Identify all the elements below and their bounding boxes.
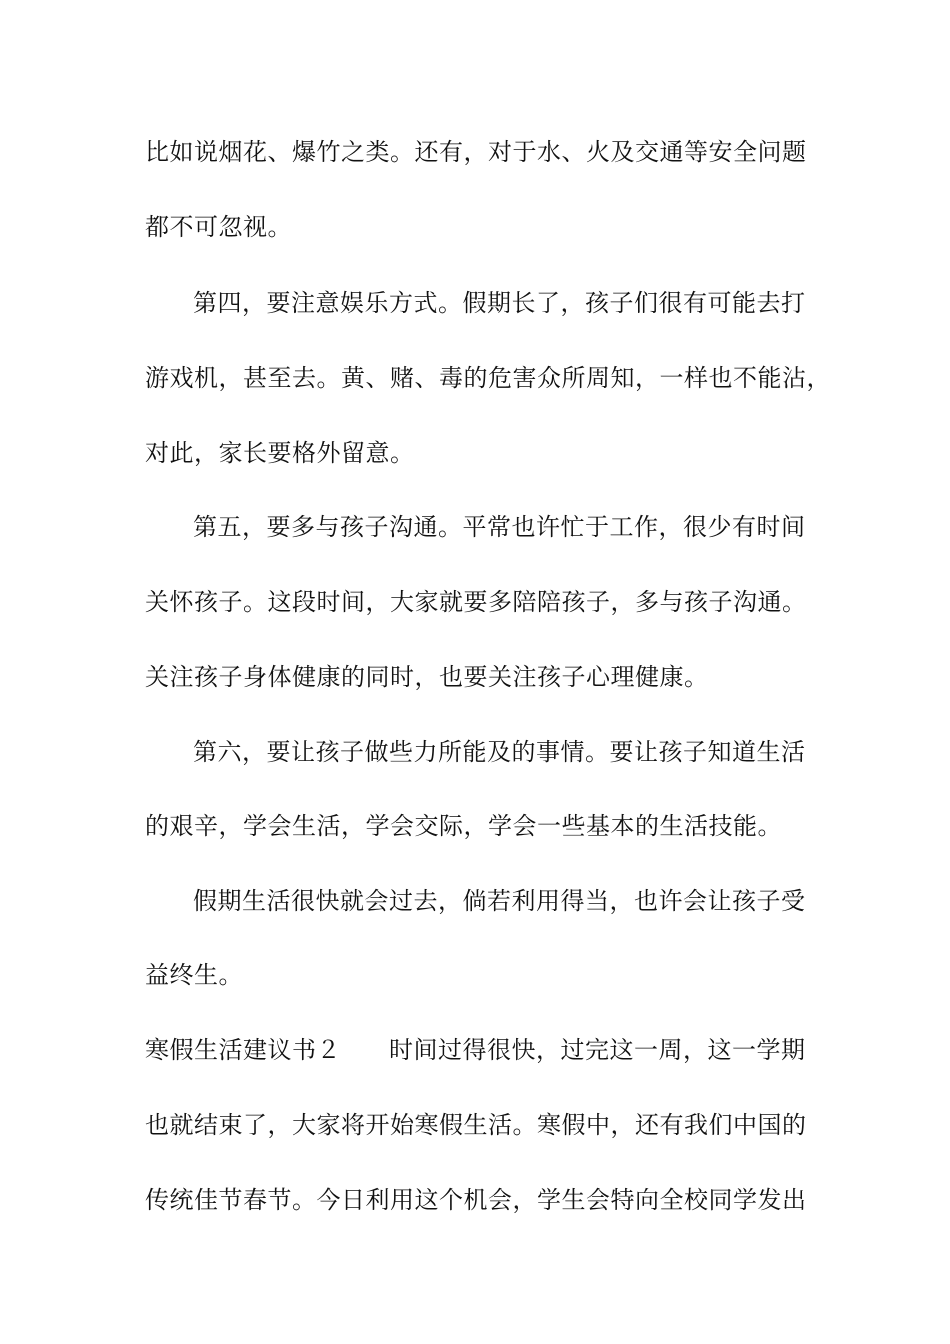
text-line: 都不可忽视。 bbox=[145, 213, 292, 241]
text-line: 的艰辛，学会生活，学会交际，学会一些基本的生活技能。 bbox=[145, 812, 782, 840]
text-line: 益终生。 bbox=[145, 961, 243, 989]
paragraph-first-line: 第四，要注意娱乐方式。假期长了，孩子们很有可能去打 bbox=[193, 289, 806, 317]
text-line: 也就结束了，大家将开始寒假生活。寒假中，还有我们中国的 bbox=[145, 1111, 807, 1139]
text-line: 传统佳节春节。今日利用这个机会，学生会特向全校同学发出 bbox=[145, 1186, 807, 1214]
text-line: 比如说烟花、爆竹之类。还有，对于水、火及交通等安全问题 bbox=[145, 138, 807, 166]
section-heading-line bbox=[145, 1030, 806, 1070]
text-line: 关怀孩子。这段时间，大家就要多陪陪孩子，多与孩子沟通。 bbox=[145, 588, 807, 616]
text-line: 关注孩子身体健康的同时，也要关注孩子心理健康。 bbox=[145, 663, 709, 691]
paragraph-first-line: 第五，要多与孩子沟通。平常也许忙于工作，很少有时间 bbox=[193, 513, 806, 541]
text-line: 游戏机，甚至去。黄、赌、毒的危害众所周知，一样也不能沾， bbox=[145, 364, 831, 392]
paragraph-first-line: 第六，要让孩子做些力所能及的事情。要让孩子知道生活 bbox=[193, 738, 806, 766]
section-title: 寒假生活建议书２ bbox=[145, 1036, 341, 1064]
section-intro-text: 时间过得很快，过完这一周，这一学期 bbox=[389, 1036, 806, 1064]
paragraph-first-line: 假期生活很快就会过去，倘若利用得当，也许会让孩子受 bbox=[193, 887, 806, 915]
text-line: 对此，家长要格外留意。 bbox=[145, 439, 415, 467]
